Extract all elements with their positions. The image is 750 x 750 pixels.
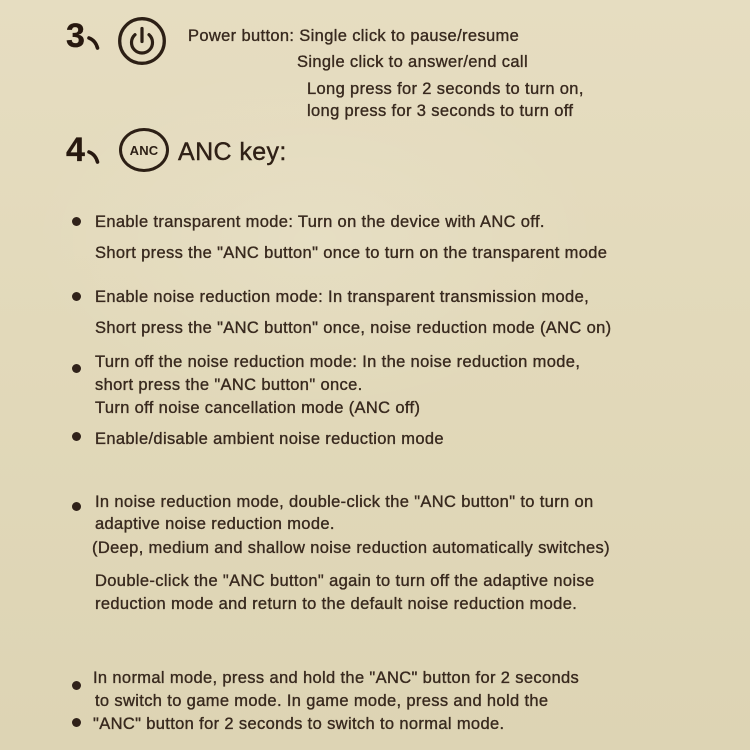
list-number-3 bbox=[66, 17, 100, 55]
bullet-dot bbox=[72, 217, 81, 226]
bullet-dot bbox=[72, 364, 81, 373]
bullet-dot bbox=[72, 432, 81, 441]
bullet-3-line-3: Turn off noise cancellation mode (ANC off) bbox=[95, 399, 421, 417]
bullet-3-line-1: Turn off the noise reduction mode: In the noise reduction mode, bbox=[95, 353, 581, 371]
anc-section-title: ANC key: bbox=[178, 138, 287, 166]
bullet-5-line-1: In noise reduction mode, double-click the "ANC button" to turn on bbox=[95, 493, 594, 511]
list-number-4 bbox=[66, 131, 100, 169]
bullet-4-line-1: Enable/disable ambient noise reduction mode bbox=[95, 430, 444, 448]
list-number-4-text: 4 bbox=[66, 131, 85, 169]
power-instruction-line-1: Power button: Single click to pause/resume bbox=[188, 27, 520, 45]
bullet-5-line-2: adaptive noise reduction mode. bbox=[95, 515, 335, 533]
bullet-dot bbox=[72, 681, 81, 690]
bullet-dot bbox=[72, 502, 81, 511]
list-number-3-text: 3 bbox=[66, 17, 85, 55]
power-instruction-line-4: long press for 3 seconds to turn off bbox=[307, 102, 574, 120]
bullet-2-line-1: Enable noise reduction mode: In transparent transmission mode, bbox=[95, 288, 590, 306]
anc-key-icon-label: ANC bbox=[129, 142, 159, 158]
power-instruction-line-2: Single click to answer/end call bbox=[297, 53, 528, 71]
bullet-5-line-4: Double-click the "ANC button" again to turn off the adaptive noise bbox=[95, 572, 595, 590]
bullet-3-line-2: short press the "ANC button" once. bbox=[95, 376, 363, 394]
bullet-dot bbox=[72, 718, 81, 727]
bullet-1-line-2: Short press the "ANC button" once to turn on the transparent mode bbox=[95, 244, 608, 262]
power-icon bbox=[116, 15, 168, 67]
bullet-6-line-1: In normal mode, press and hold the "ANC" button for 2 seconds bbox=[93, 669, 580, 687]
bullet-5-line-3: (Deep, medium and shallow noise reduction automatically switches) bbox=[92, 539, 610, 557]
bullet-5-line-5: reduction mode and return to the default noise reduction mode. bbox=[95, 595, 578, 613]
power-instruction-line-3: Long press for 2 seconds to turn on, bbox=[307, 80, 584, 98]
bullet-dot bbox=[72, 292, 81, 301]
bullet-6-line-2: to switch to game mode. In game mode, press and hold the bbox=[95, 692, 549, 710]
bullet-1-line-1: Enable transparent mode: Turn on the device with ANC off. bbox=[95, 213, 545, 231]
cjk-enumeration-comma-icon bbox=[87, 150, 100, 164]
bullet-7-line-1: "ANC" button for 2 seconds to switch to normal mode. bbox=[93, 715, 505, 733]
anc-key-icon bbox=[119, 128, 169, 172]
bullet-2-line-2: Short press the "ANC button" once, noise reduction mode (ANC on) bbox=[95, 319, 612, 337]
cjk-enumeration-comma-icon bbox=[87, 36, 100, 50]
